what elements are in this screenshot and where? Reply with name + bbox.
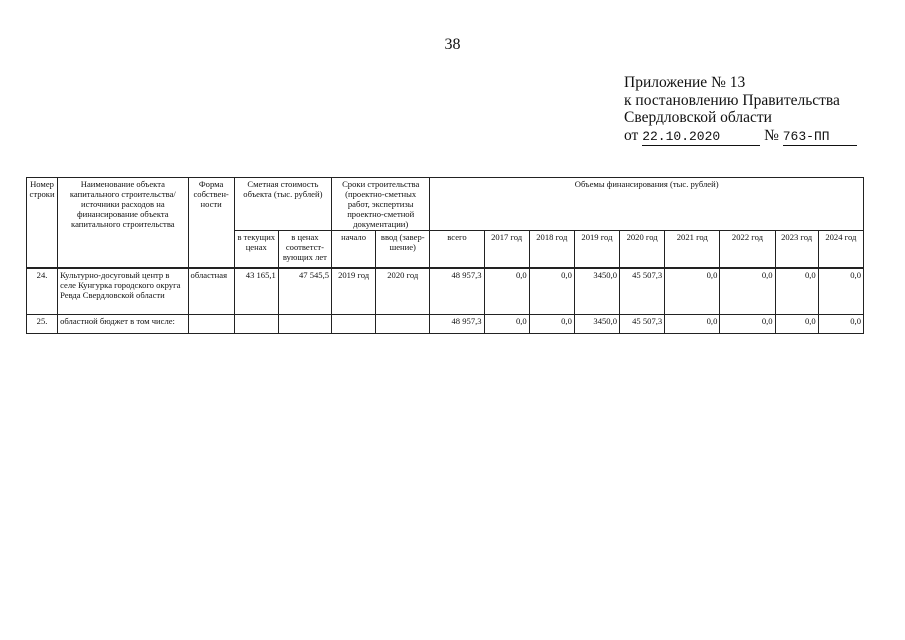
header-2024: 2024 год — [818, 231, 863, 269]
header-row-number: Номер строки — [27, 178, 58, 269]
cell-2023: 0,0 — [775, 268, 818, 315]
cell-row-number: 25. — [27, 315, 58, 334]
header-2017: 2017 год — [484, 231, 529, 269]
cell-2020: 45 507,3 — [620, 268, 665, 315]
financing-table — [26, 177, 864, 334]
header-2021: 2021 год — [665, 231, 720, 269]
header-2019: 2019 год — [574, 231, 619, 269]
header-commissioning: ввод (завер- шение) — [376, 231, 430, 269]
cell-corresponding-prices — [278, 315, 331, 334]
header-current-prices: в текущих ценах — [234, 231, 278, 269]
cell-object-name: областной бюджет в том числе: — [58, 315, 188, 334]
cell-current-prices: 43 165,1 — [234, 268, 278, 315]
header-2018: 2018 год — [529, 231, 574, 269]
header-total: всего — [430, 231, 484, 269]
table-row — [27, 268, 864, 315]
cell-2021: 0,0 — [665, 315, 720, 334]
header-financing: Объемы финансирования (тыс. рублей) — [430, 178, 864, 231]
cell-2024: 0,0 — [818, 315, 863, 334]
cell-total: 48 957,3 — [430, 315, 484, 334]
cell-2022: 0,0 — [720, 315, 775, 334]
header-construction-terms: Сроки строительства (проектно-сметных работ, экспертизы проектно-сметной документации) — [332, 178, 430, 231]
cell-2021: 0,0 — [665, 268, 720, 315]
resolution-date: 22.10.2020 — [642, 128, 760, 147]
cell-ownership — [188, 315, 234, 334]
header-2020: 2020 год — [620, 231, 665, 269]
appendix-date-line — [624, 127, 857, 147]
cell-2022: 0,0 — [720, 268, 775, 315]
cell-corresponding-prices: 47 545,5 — [278, 268, 331, 315]
cell-start: 2019 год — [332, 268, 376, 315]
cell-2024: 0,0 — [818, 268, 863, 315]
header-object-name: Наименование объекта капитального строительства/ источники расходов на финансирование объекта капитального строительства — [58, 178, 188, 269]
header-ownership: Форма собствен- ности — [188, 178, 234, 269]
table-row — [27, 315, 864, 334]
cell-2017: 0,0 — [484, 315, 529, 334]
cell-current-prices — [234, 315, 278, 334]
header-2022: 2022 год — [720, 231, 775, 269]
appendix-title: Приложение № 13 — [624, 74, 746, 91]
appendix-block — [624, 74, 857, 146]
header-start: начало — [332, 231, 376, 269]
cell-row-number: 24. — [27, 268, 58, 315]
appendix-resolution: к постановлению Правительства — [624, 91, 840, 109]
cell-2019: 3450,0 — [574, 315, 619, 334]
cell-start — [332, 315, 376, 334]
cell-2023: 0,0 — [775, 315, 818, 334]
page-number: 38 — [444, 36, 461, 53]
cell-2019: 3450,0 — [574, 268, 619, 315]
cell-2017: 0,0 — [484, 268, 529, 315]
cell-ownership: областная — [188, 268, 234, 315]
cell-total: 48 957,3 — [430, 268, 484, 315]
cell-2018: 0,0 — [529, 268, 574, 315]
cell-2018: 0,0 — [529, 315, 574, 334]
appendix-region: Свердловской области — [624, 109, 772, 126]
cell-commissioning: 2020 год — [376, 268, 430, 315]
header-estimated-cost: Сметная стоимость объекта (тыс. рублей) — [234, 178, 331, 231]
table-header-row — [27, 178, 864, 231]
from-label: от — [624, 126, 639, 144]
resolution-number: 763-ПП — [783, 128, 857, 147]
number-label: № — [764, 126, 779, 144]
cell-object-name: Культурно-досуговый центр в селе Кунгурка городского округа Ревда Свердловской области — [58, 268, 188, 315]
header-corresponding-prices: в ценах соответст- вующих лет — [278, 231, 331, 269]
header-2023: 2023 год — [775, 231, 818, 269]
cell-commissioning — [376, 315, 430, 334]
cell-2020: 45 507,3 — [620, 315, 665, 334]
